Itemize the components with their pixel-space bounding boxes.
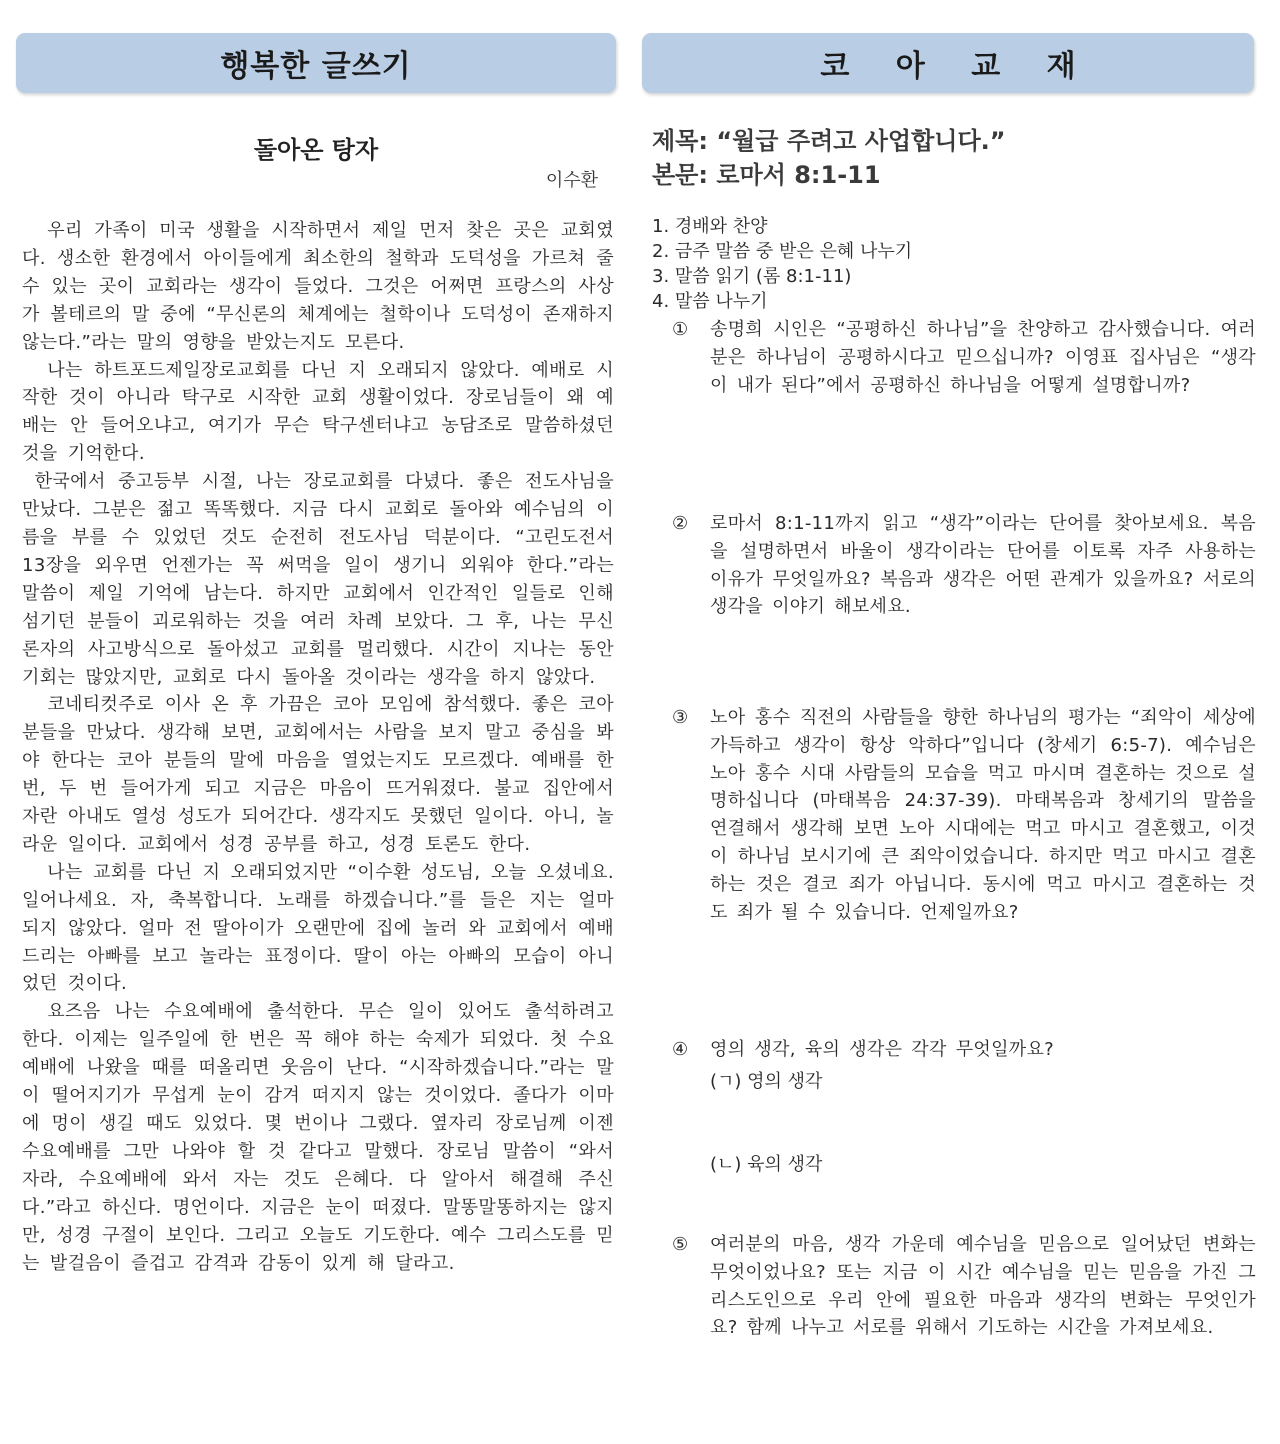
question-text: 송명희 시인은 “공평하신 하나님”을 찬양하고 감사했습니다. 여러분은 하나님이 공평하시다고 믿으십니까? 이영표 집사님은 “생각이 내가 된다”에서 공평하신 하나님을 어떻게 설명합니까? [710,319,1256,396]
essay-title: 돌아온 탕자 [253,136,379,164]
section-banner-material [642,33,1254,93]
sub-question-spirit: (ㄱ) 영의 생각 [710,1071,823,1092]
order-of-service [652,214,912,314]
sub-question-flesh: (ㄴ) 육의 생각 [710,1154,823,1175]
question-5 [672,1231,1256,1342]
lesson-heading [652,124,1006,192]
question-number: ② [672,513,689,534]
step-item: 3. 말씀 읽기 (롬 8:1-11) [652,266,852,287]
essay-body [22,217,614,1277]
question-number: ① [672,319,689,340]
banner-title: 행복한 글쓰기 [220,49,412,84]
essay-paragraph: 한국에서 중고등부 시절, 나는 장로교회를 다녔다. 좋은 전도사님을 만났다. 그분은 젊고 똑똑했다. 지금 다시 교회로 돌아와 예수님의 이름을 부를 수 있었던 것도 순전히 전도사님 덕분이다. “고린도전서 13장을 외우면 언젠가는 꼭 써먹을 일이 생기니 외워야 한다.”라는 말씀이 제일 기억에 남는다. 하지만 교회에서 인간적인 일들로 인해 섬기던 분들이 괴로워하는 것을 여러 차례 보았다. 그 후, 나는 무신론자의 사고방식으로 돌아섰고 교회를 멀리했다. 시간이 지나는 동안 기회는 많았지만, 교회로 다시 돌아올 것이라는 생각을 하지 않았다. [22,471,614,688]
lesson-passage: 본문: 로마서 8:1-11 [652,161,881,189]
banner-title: 코 아 교 재 [820,49,1094,84]
question-text: 노아 홍수 직전의 사람들을 향한 하나님의 평가는 “죄악이 세상에 가득하고 생각이 항상 악하다”입니다 (창세기 6:5-7). 예수님은 노아 홍수 시대 사람들의 모습을 먹고 마시며 결혼하는 것으로 설명하십니다 (마태복음 24:37-39). 마태복음과 창세기의 말씀을 연결해서 생각해 보면 노아 시대에는 먹고 마시고 결혼했고, 이것이 하나님 보시기에 큰 죄악이었습니다. 하지만 먹고 마시고 결혼하는 것은 결코 죄가 아닙니다. 동시에 먹고 마시고 결혼하는 것도 죄가 될 수 있습니다. 언제일까요? [710,707,1256,923]
essay-paragraph: 요즈음 나는 수요예배에 출석한다. 무슨 일이 있어도 출석하려고 한다. 이제는 일주일에 한 번은 꼭 해야 하는 숙제가 되었다. 첫 수요예배에 나왔을 때를 떠올리면 웃음이 난다. “시작하겠습니다.”라는 말이 떨어지기가 무섭게 눈이 감겨 떠지지 않는 것이었다. 졸다가 이마에 멍이 생길 때도 있었다. 몇 번이나 그랬다. 옆자리 장로님께 이젠 수요예배를 그만 나와야 할 것 같다고 말했다. 장로님 말씀이 “와서 자라, 수요예배에 와서 자는 것도 은혜다. 다 알아서 해결해 주신다.”라고 하신다. 명언이다. 지금은 눈이 떠졌다. 말똥말똥하지는 않지만, 성경 구절이 보인다. 그리고 오늘도 기도한다. 예수 그리스도를 믿는 발걸음이 즐겁고 감격과 감동이 있게 해 달라고. [22,1001,614,1274]
question-2 [672,510,1256,621]
step-item: 4. 말씀 나누기 [652,291,768,312]
question-text: 여러분의 마음, 생각 가운데 예수님을 믿음으로 일어났던 변화는 무엇이었나요? 또는 지금 이 시간 예수님을 믿는 믿음을 가진 그리스도인으로 우리 안에 필요한 마음과 생각의 변화는 무엇인가요? 함께 나누고 서로를 위해서 기도하는 시간을 가져보세요. [710,1234,1256,1339]
question-number: ⑤ [672,1234,689,1255]
step-item: 1. 경배와 찬양 [652,216,768,237]
essay-paragraph: 코네티컷주로 이사 온 후 가끔은 코아 모임에 참석했다. 좋은 코아 분들을 만났다. 생각해 보면, 교회에서는 사람을 보지 말고 중심을 봐야 한다는 코아 분들의 말에 마음을 열었는지도 모르겠다. 예배를 한 번, 두 번 들어가게 되고 지금은 마음이 뜨거워졌다. 불교 집안에서 자란 아내도 열성 성도가 되어간다. 생각지도 못했던 일이다. 아니, 놀라운 일이다. 교회에서 성경 공부를 하고, 성경 토론도 한다. [22,694,614,855]
question-number: ③ [672,707,689,728]
question-text: 영의 생각, 육의 생각은 각각 무엇일까요? [710,1039,1054,1060]
essay-author: 이수환 [545,170,598,191]
question-1 [672,316,1256,399]
lesson-title: 제목: “월급 주려고 사업합니다.” [652,127,1006,155]
question-text: 로마서 8:1-11까지 읽고 “생각”이라는 단어를 찾아보세요. 복음을 설명하면서 바울이 생각이라는 단어를 이토록 자주 사용하는 이유가 무엇일까요? 복음과 생각은 어떤 관계가 있을까요? 서로의 생각을 이야기 해보세요. [710,513,1256,618]
essay-paragraph: 나는 교회를 다닌 지 오래되었지만 “이수환 성도님, 오늘 오셨네요. 일어나세요. 자, 축복합니다. 노래를 하겠습니다.”를 들은 지는 얼마 되지 않았다. 얼마 전 딸아이가 오랜만에 집에 놀러 와 교회에서 예배드리는 아빠를 보고 놀라는 표정이다. 딸이 아는 아빠의 모습이 아니었던 것이다. [22,861,614,995]
essay-paragraph: 나는 하트포드제일장로교회를 다닌 지 오래되지 않았다. 예배로 시작한 것이 아니라 탁구로 시작한 교회 생활이었다. 장로님들이 왜 예배는 안 들어오냐고, 여기가 무슨 탁구센터냐고 농담조로 말씀하셨던 것을 기억한다. [22,359,614,465]
question-4 [672,1036,1256,1064]
essay-paragraph: 우리 가족이 미국 생활을 시작하면서 제일 먼저 찾은 곳은 교회였다. 생소한 환경에서 아이들에게 최소한의 철학과 도덕성을 가르쳐 줄 수 있는 곳이 교회라는 생각이 들었다. 그것은 어쩌면 프랑스의 사상가 볼테르의 말 중에 “무신론의 체계에는 철학이나 도덕성이 존재하지 않는다.”라는 말의 영향을 받았는지도 모른다. [22,220,614,353]
question-number: ④ [672,1039,689,1060]
step-item: 2. 금주 말씀 중 받은 은혜 나누기 [652,241,913,262]
section-banner-writing [16,33,616,93]
question-3 [672,704,1256,926]
